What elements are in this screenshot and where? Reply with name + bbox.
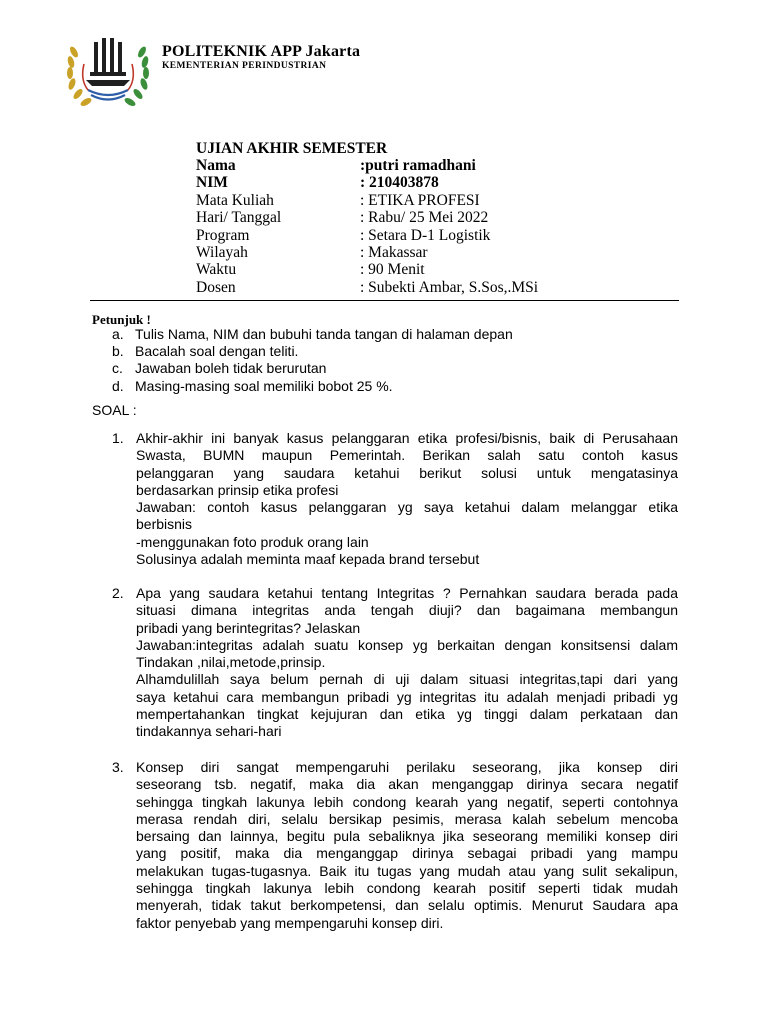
question-body <box>136 430 678 568</box>
institution-name: POLITEKNIK APP Jakarta <box>162 43 361 60</box>
list-text: Bacalah soal dengan teliti. <box>135 343 299 360</box>
list-text: Jawaban boleh tidak berurutan <box>135 360 327 377</box>
question-text-line: pribadi yang berintegritas? Jelaskan <box>136 619 361 636</box>
question-text-line: sehingga tingkah lakunya lebih condong kearah positif seperti tidak mudah <box>136 880 678 897</box>
question-text-line: merasa rendah diri, selalu bersikap pesimis, merasa kalah sebelum mencoba <box>136 810 678 827</box>
instructions-title: Petunjuk ! <box>92 312 151 327</box>
question-text-line: Solusinya adalah meminta maaf kepada brand tersebut <box>136 551 480 568</box>
info-value: : Makassar <box>360 243 428 261</box>
list-marker: b. <box>112 343 124 360</box>
info-value: : ETIKA PROFESI <box>360 191 480 209</box>
question-text-line: seseorang tsb. negatif, maka dia akan menganggap dirinya secara negatif <box>136 776 678 793</box>
info-value: : Subekti Ambar, S.Sos,.MSi <box>360 278 539 296</box>
question-text-line: Jawaban: contoh kasus pelanggaran yg saya ketahui dalam melanggar etika <box>136 499 678 516</box>
list-marker: d. <box>112 377 124 394</box>
question-text-line: melakukan tugas-tugasnya. Baik itu tugas yang mudah atau yang sulit sekalipun, <box>136 862 678 879</box>
politeknik-app-logo-icon <box>64 30 152 110</box>
soal-heading: SOAL : <box>92 402 137 418</box>
question-text-line: Jawaban:integritas adalah suatu konsep yg berkaitan dengan konsitsensi dalam <box>136 636 678 653</box>
info-label: Wilayah <box>196 243 248 261</box>
info-label: Mata Kuliah <box>196 191 274 209</box>
exam-title: UJIAN AKHIR SEMESTER <box>196 140 388 157</box>
question-body <box>136 759 678 932</box>
question-number: 2. <box>112 585 124 601</box>
question-number: 1. <box>112 430 124 446</box>
question-text-line: Tindakan ,nilai,metode,prinsip. <box>136 654 326 671</box>
info-label: NIM <box>196 174 228 192</box>
question-body <box>136 585 678 741</box>
list-marker: a. <box>112 326 124 342</box>
question-text-line: berdasarkan prinsip etika profesi <box>136 481 339 498</box>
list-marker: c. <box>112 360 123 377</box>
question-text-line: yang positif, maka dia menganggap dirinya sebagai pribadi yang mampu <box>136 845 678 862</box>
list-text: Tulis Nama, NIM dan bubuhi tanda tangan di halaman depan <box>135 326 513 342</box>
info-value: : Rabu/ 25 Mei 2022 <box>360 209 489 227</box>
question-text-line: menyerah, tidak takut berkompetensi, dan selalu optimis. Menurut Saudara apa <box>136 897 678 914</box>
question-text-line: situasi dimana integritas anda tengah diuji? dan bagaimana membangun <box>136 602 678 619</box>
question-text-line: saya ketahui cara membangun pribadi yg integritas itu adalah menjadi pribadi yg <box>136 688 678 705</box>
question-text-line: Apa yang saudara ketahui tentang Integritas ? Pernahkan saudara berada pada <box>136 585 678 601</box>
question-text-line: Konsep diri sangat mempengaruhi perilaku seseorang, jika konsep diri <box>136 759 678 775</box>
question-text-line: tindakannya sehari-hari <box>136 723 282 740</box>
question-text-line: pelanggaran yang saudara ketahui berikut solusi untuk mengatasinya <box>136 464 678 481</box>
info-label: Dosen <box>196 278 236 296</box>
question-number: 3. <box>112 759 124 775</box>
info-value: : 90 Menit <box>360 261 425 279</box>
question-text-line: bersaing dan lainnya, begitu pula sebaliknya jika seseorang memiliki konsep diri <box>136 828 678 845</box>
question-text-line: Alhamdulillah saya belum pernah di uji dalam situasi integritas,tapi dari yang <box>136 671 678 688</box>
question-text-line: mempertahankan tingkat kejujuran dan etika yg tinggi dalam perkataan dan <box>136 706 678 723</box>
question-text-line: Akhir-akhir ini banyak kasus pelanggaran etika profesi/bisnis, baik di Perusahaan <box>136 430 678 446</box>
question-text-line: Swasta, BUMN maupun Pemerintah. Berikan salah satu contoh kasus <box>136 447 678 464</box>
question-text-line: faktor penyebab yang mempengaruhi konsep diri. <box>136 914 444 931</box>
info-value: : 210403878 <box>360 174 439 192</box>
info-value: : Setara D-1 Logistik <box>360 226 491 244</box>
header-divider <box>90 300 679 301</box>
list-text: Masing-masing soal memiliki bobot 25 %. <box>135 377 393 394</box>
ministry-name: KEMENTERIAN PERINDUSTRIAN <box>162 61 327 71</box>
question-text-line: -menggunakan foto produk orang lain <box>136 533 369 550</box>
info-label: Nama <box>196 157 236 174</box>
question-text-line: berbisnis <box>136 516 193 533</box>
info-value: :putri ramadhani <box>360 157 476 174</box>
info-label: Program <box>196 226 250 244</box>
question-text-line: sehingga tingkah lakunya lebih condong kearah yang negatif, seperti contohnya <box>136 793 678 810</box>
info-label: Hari/ Tanggal <box>196 209 282 227</box>
info-label: Waktu <box>196 261 237 279</box>
